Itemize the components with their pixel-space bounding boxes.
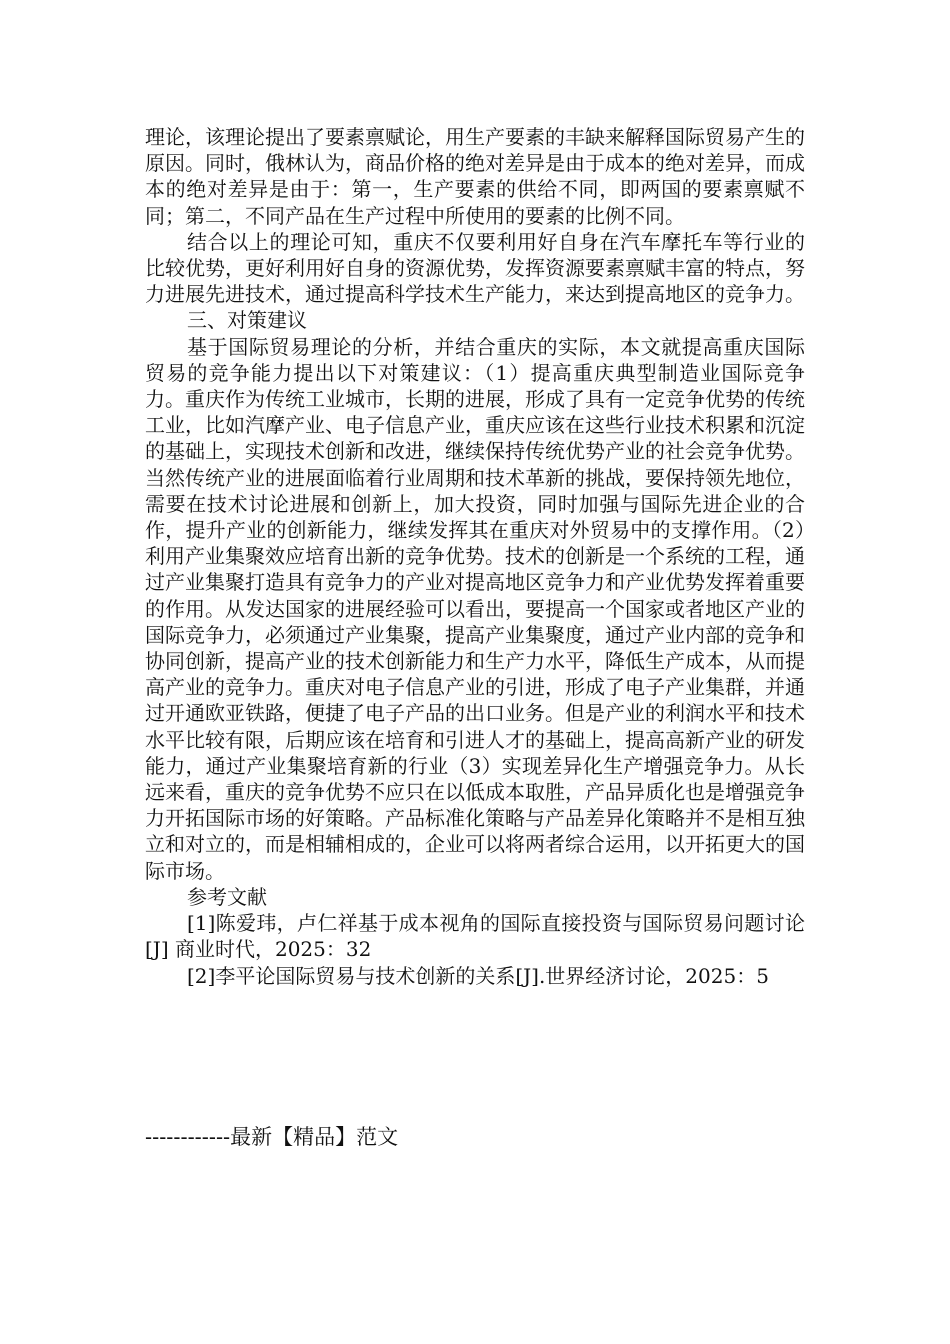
paragraph-conclusion: 结合以上的理论可知，重庆不仅要利用好自身在汽车摩托车等行业的比较优势，更好利用好自身的资源优势，发挥资源要素禀赋丰富的特点，努力进展先进技术，通过提高科学技术生产能力，来达到提高地区的竞争力。 <box>145 229 805 307</box>
reference-item: [2]李平论国际贸易与技术创新的关系[J].世界经济讨论，2025：5 <box>187 963 769 988</box>
paragraph-continuation: 理论，该理论提出了要素禀赋论，用生产要素的丰缺来解释国际贸易产生的原因。同时，俄林认为，商品价格的绝对差异是由于成本的绝对差异，而成本的绝对差异是由于：第一，生产要素的供给不同，即两国的要素禀赋不同；第二，不同产品在生产过程中所使用的要素的比例不同。 <box>145 125 805 228</box>
footer-text: ------------最新【精品】范文 <box>145 1125 399 1149</box>
references-heading: 参考文献 <box>187 884 267 909</box>
section-heading: 三、对策建议 <box>187 308 307 333</box>
reference-item: [1]陈爱玮，卢仁祥基于成本视角的国际直接投资与国际贸易问题讨论[J] 商业时代，2025：32 <box>145 911 805 962</box>
document-page <box>145 124 805 989</box>
paragraph-recommendations: 基于国际贸易理论的分析，并结合重庆的实际，本文就提高重庆国际贸易的竞争能力提出以下对策建议：（1）提高重庆典型制造业国际竞争力。重庆作为传统工业城市，长期的进展，形成了具有一定竞争优势的传统工业，比如汽摩产业、电子信息产业，重庆应该在这些行业技术积累和沉淀的基础上，实现技术创新和改进，继续保持传统优势产业的社会竞争优势。当然传统产业的进展面临着行业周期和技术革新的挑战，要保持领先地位，需要在技术讨论进展和创新上，加大投资，同时加强与国际先进企业的合作，提升产业的创新能力，继续发挥其在重庆对外贸易中的支撑作用。（2）利用产业集聚效应培育出新的竞争优势。技术的创新是一个系统的工程，通过产业集聚打造具有竞争力的产业对提高地区竞争力和产业优势发挥着重要的作用。从发达国家的进展经验可以看出，要提高一个国家或者地区产业的国际竞争力，必须通过产业集聚，提高产业集聚度，通过产业内部的竞争和协同创新，提高产业的技术创新能力和生产力水平，降低生产成本，从而提高产业的竞争力。重庆对电子信息产业的引进，形成了电子产业集群，并通过开通欧亚铁路，便捷了电子产品的出口业务。但是产业的利润水平和技术水平比较有限，后期应该在培育和引进人才的基础上，提高高新产业的研发能力，通过产业集聚培育新的行业（3）实现差异化生产增强竞争力。从长远来看，重庆的竞争优势不应只在以低成本取胜，产品异质化也是增强竞争力开拓国际市场的好策略。产品标准化策略与产品差异化策略并不是相互独立和对立的，而是相辅相成的，企业可以将两者综合运用，以开拓更大的国际市场。 <box>145 334 805 883</box>
